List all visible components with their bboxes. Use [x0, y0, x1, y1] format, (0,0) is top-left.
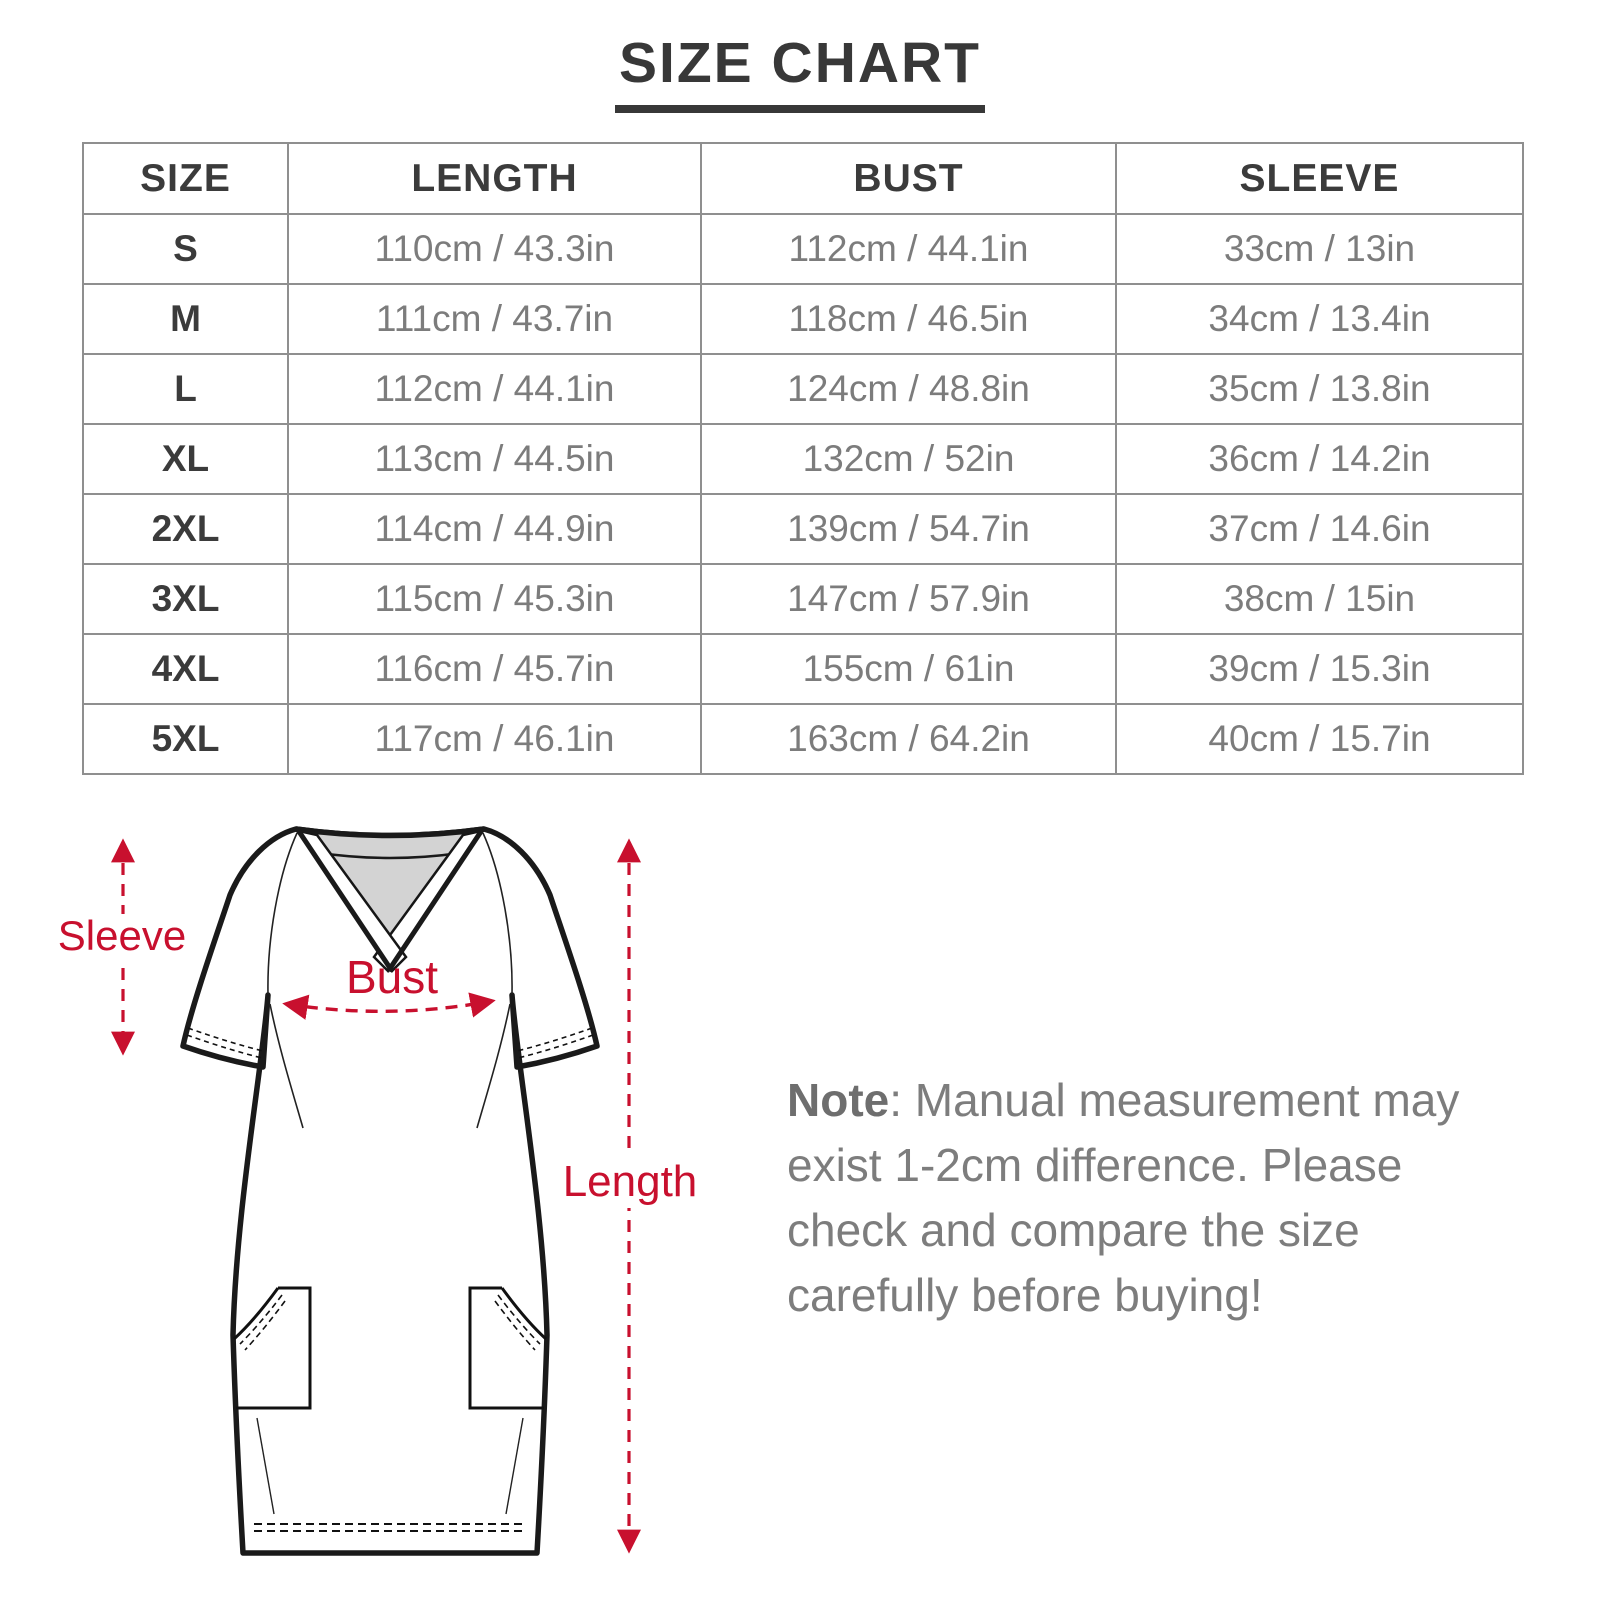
header-size: SIZE — [83, 143, 288, 214]
size-cell: 4XL — [83, 634, 288, 704]
sleeve-cell: 35cm / 13.8in — [1116, 354, 1523, 424]
header-length: LENGTH — [288, 143, 701, 214]
sleeve-cell: 33cm / 13in — [1116, 214, 1523, 284]
sleeve-cell: 40cm / 15.7in — [1116, 704, 1523, 774]
size-table — [82, 142, 1524, 775]
length-label: Length — [562, 1157, 698, 1206]
table-row — [83, 424, 1523, 494]
sleeve-cell: 34cm / 13.4in — [1116, 284, 1523, 354]
header-bust: BUST — [701, 143, 1116, 214]
bust-cell: 112cm / 44.1in — [701, 214, 1116, 284]
bust-cell: 155cm / 61in — [701, 634, 1116, 704]
size-cell: 3XL — [83, 564, 288, 634]
length-cell: 110cm / 43.3in — [288, 214, 701, 284]
length-cell: 114cm / 44.9in — [288, 494, 701, 564]
table-row — [83, 284, 1523, 354]
length-cell: 112cm / 44.1in — [288, 354, 701, 424]
table-row — [83, 214, 1523, 284]
dress-measurement-diagram — [40, 790, 740, 1600]
bust-cell: 147cm / 57.9in — [701, 564, 1116, 634]
bust-cell: 139cm / 54.7in — [701, 494, 1116, 564]
length-cell: 113cm / 44.5in — [288, 424, 701, 494]
title-wrap — [0, 30, 1600, 113]
page-title: SIZE CHART — [615, 30, 985, 113]
size-cell: L — [83, 354, 288, 424]
bust-cell: 118cm / 46.5in — [701, 284, 1116, 354]
bust-cell: 124cm / 48.8in — [701, 354, 1116, 424]
note-label: Note — [787, 1074, 890, 1126]
table-body — [83, 214, 1523, 774]
note-body: : Manual measurement may exist 1-2cm difference. Please check and compare the size carefully before buying! — [787, 1074, 1460, 1321]
table-row — [83, 704, 1523, 774]
sleeve-cell: 36cm / 14.2in — [1116, 424, 1523, 494]
bust-cell: 132cm / 52in — [701, 424, 1116, 494]
sleeve-cell: 37cm / 14.6in — [1116, 494, 1523, 564]
length-cell: 116cm / 45.7in — [288, 634, 701, 704]
size-cell: S — [83, 214, 288, 284]
table-row — [83, 354, 1523, 424]
size-cell: 2XL — [83, 494, 288, 564]
size-cell: XL — [83, 424, 288, 494]
sleeve-label: Sleeve — [57, 912, 187, 959]
bust-label: Bust — [345, 951, 439, 1003]
note-text — [787, 1068, 1499, 1328]
sleeve-cell: 38cm / 15in — [1116, 564, 1523, 634]
table-row — [83, 564, 1523, 634]
header-sleeve: SLEEVE — [1116, 143, 1523, 214]
bust-cell: 163cm / 64.2in — [701, 704, 1116, 774]
table-row — [83, 494, 1523, 564]
sleeve-cell: 39cm / 15.3in — [1116, 634, 1523, 704]
table-row — [83, 634, 1523, 704]
size-cell: 5XL — [83, 704, 288, 774]
length-cell: 111cm / 43.7in — [288, 284, 701, 354]
table-header-row — [83, 143, 1523, 214]
size-cell: M — [83, 284, 288, 354]
length-cell: 117cm / 46.1in — [288, 704, 701, 774]
length-cell: 115cm / 45.3in — [288, 564, 701, 634]
